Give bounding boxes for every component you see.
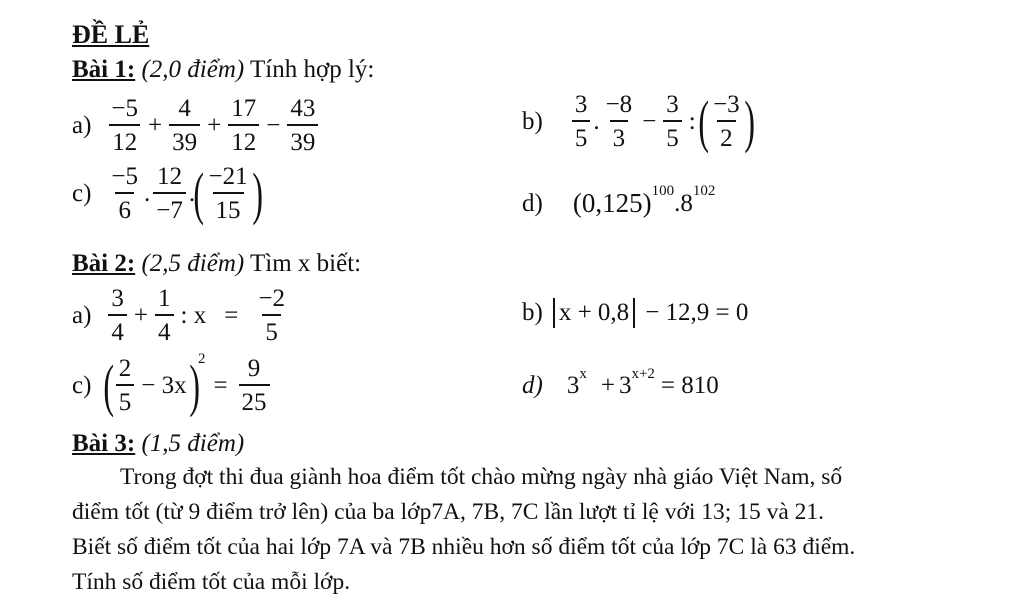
bai1-d-expression: d) (0,125) 100 . 8 102 [522, 183, 716, 218]
fraction: $\frac{1}{4}$ [155, 286, 174, 345]
bai3-heading [72, 430, 244, 458]
bai2-instruction: Tìm x biết: [250, 250, 362, 277]
fraction: $\frac{43}{39}$ [287, 96, 318, 155]
fraction: $\frac{-21}{15}$ [208, 163, 248, 224]
bai2-c-expression: c) ( $\frac{2}{5}$ − 3x ) 2 = $\frac{9}{25}$ [72, 356, 273, 415]
bai1-d-label: d) [522, 189, 543, 217]
bai1-c-expression: c) $\frac{-5}{6}$ . $\frac{12}{-7}$ . ( $\frac{-21}{15}$ ) [72, 160, 263, 226]
fraction: $\frac{-5}{6}$ [111, 163, 139, 224]
bai2-heading [72, 250, 361, 278]
fraction: $\frac{12}{-7}$ [153, 164, 186, 223]
paragraph-line: Tính số điểm tốt của mỗi lớp. [72, 569, 351, 595]
fraction: $\frac{2}{5}$ [116, 356, 135, 415]
bai1-points: (2,0 điểm) [141, 56, 245, 83]
paragraph-line: điểm tốt (từ 9 điểm trở lên) của ba lớp7A, 7B, 7C lần lượt tỉ lệ với 13; 15 và 21. [72, 499, 824, 525]
paragraph-line: Trong đợt thi đua giành hoa điểm tốt chào mừng ngày nhà giáo Việt Nam, số [120, 464, 843, 490]
bai2-d-expression: d) 3 x + 3 x+2 = 810 [522, 365, 719, 399]
bai1-instruction: Tính hợp lý: [250, 56, 375, 83]
page-title: ĐỀ LẺ [72, 20, 150, 49]
bai1-b-label: b) [522, 107, 543, 135]
bai2-b-label: b) [522, 299, 543, 326]
bai2-c-label: c) [72, 371, 92, 399]
bai1-label: Bài 1: [72, 56, 136, 83]
bai1-a-expression: a) $\frac{-5}{12}$ + $\frac{4}{39}$ + $\frac{17}{12}$ − $\frac{43}{39}$ [72, 96, 321, 155]
bai2-a-label: a) [72, 301, 92, 329]
fraction: $\frac{4}{39}$ [169, 96, 200, 155]
bai3-label: Bài 3: [72, 430, 136, 457]
fraction: $\frac{-5}{12}$ [108, 96, 141, 155]
bai2-a-expression: a) $\frac{3}{4}$ + $\frac{1}{4}$ : x = $\frac{-2}{5}$ [72, 286, 291, 345]
bai3-points: (1,5 điểm) [141, 430, 245, 457]
bai1-c-label: c) [72, 179, 92, 207]
bai2-d-label: d) [522, 372, 543, 399]
bai1-heading [72, 56, 374, 84]
bai1-a-label: a) [72, 111, 92, 139]
fraction: $\frac{17}{12}$ [228, 96, 259, 155]
bai3-paragraph [72, 460, 1012, 600]
fraction: $\frac{-3}{2}$ [713, 91, 740, 152]
bai1-b-expression: b) $\frac{3}{5}$ . $\frac{-8}{3}$ − $\frac{3}{5}$ : ( $\frac{-3}{2}$ ) [522, 88, 755, 154]
bai2-points: (2,5 điểm) [141, 250, 245, 277]
fraction: $\frac{3}{5}$ [572, 92, 591, 151]
bai2-b-expression: b) x + 0,8 − 12,9 = 0 [522, 299, 749, 326]
fraction: $\frac{3}{4}$ [108, 286, 127, 345]
fraction: $\frac{-8}{3}$ [605, 91, 633, 152]
bai2-label: Bài 2: [72, 250, 136, 277]
fraction: $\frac{9}{25}$ [239, 356, 270, 415]
fraction: $\frac{-2}{5}$ [258, 285, 285, 346]
paragraph-line: Biết số điểm tốt của hai lớp 7A và 7B nhiều hơn số điểm tốt của lớp 7C là 63 điểm. [72, 534, 856, 560]
fraction: $\frac{3}{5}$ [663, 92, 682, 151]
